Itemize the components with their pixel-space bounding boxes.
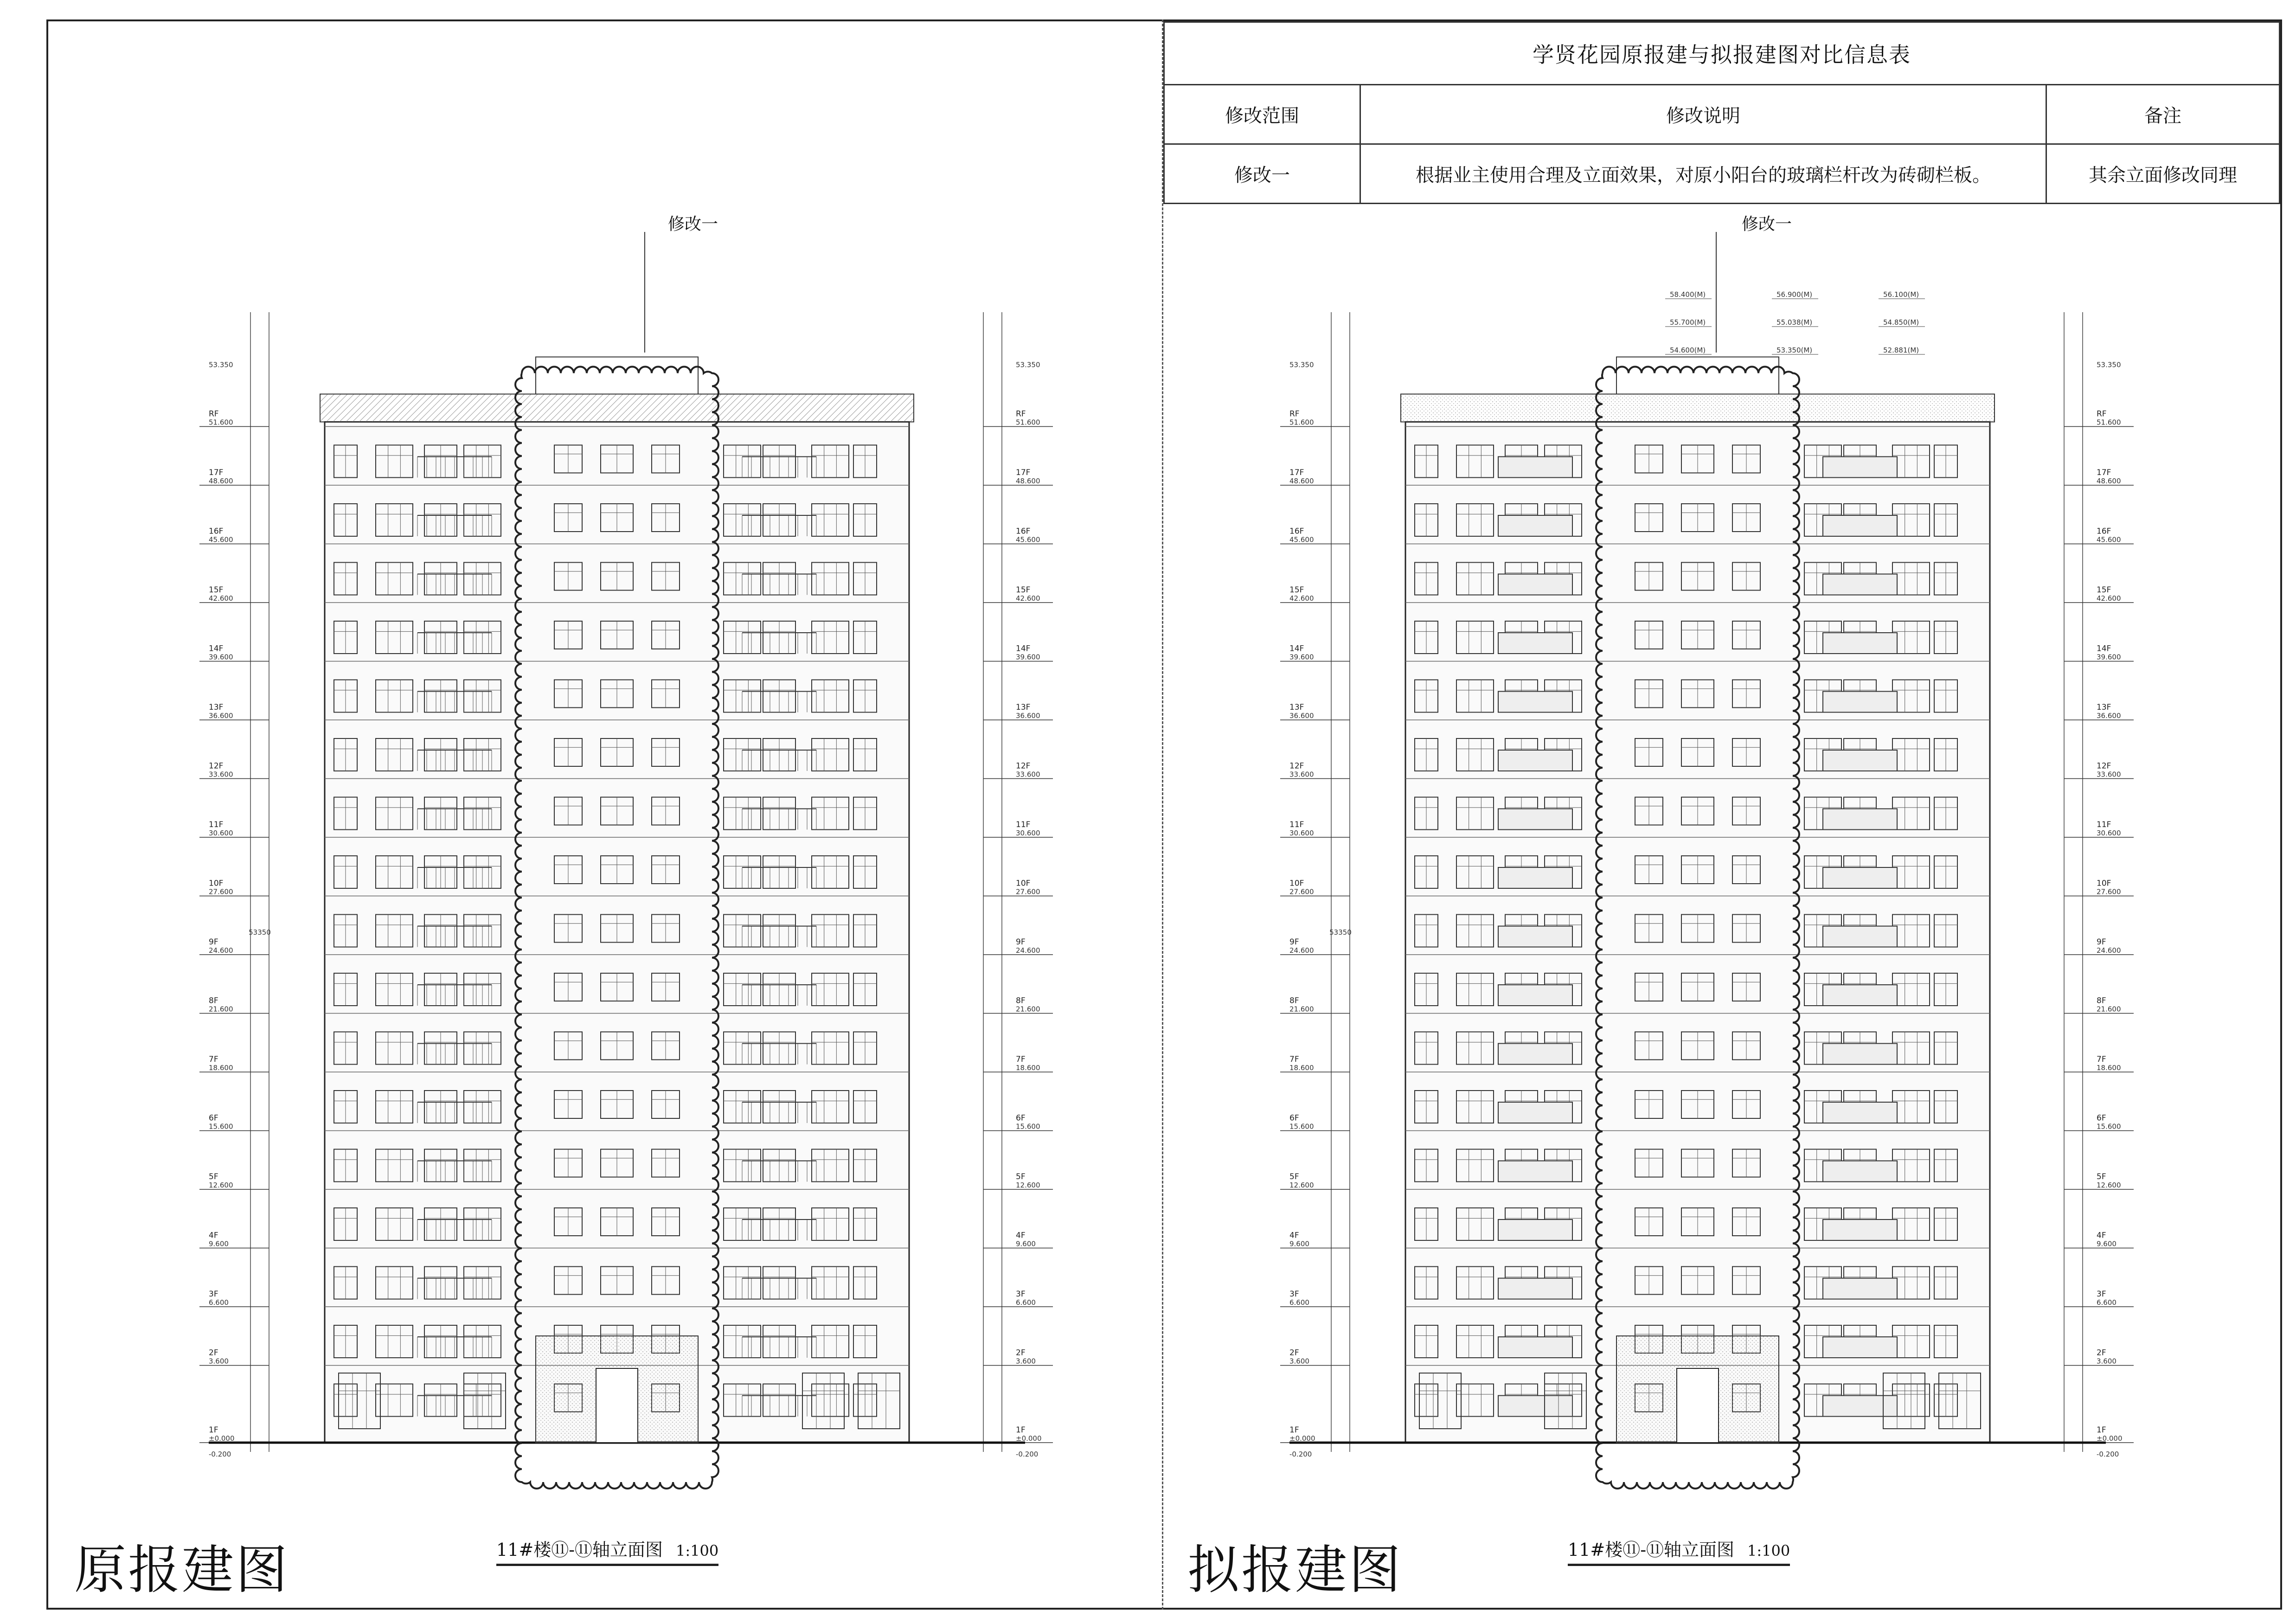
floor-level: 24.600 <box>209 946 233 955</box>
dim-total: 53350 <box>249 928 271 937</box>
floor-name: 7F <box>1016 1055 1026 1064</box>
brick-parapet <box>1498 1278 1572 1299</box>
floor-level: 21.600 <box>1289 1005 1314 1014</box>
floor-level: ±0.000 <box>1016 1434 1042 1443</box>
floor-level: ±0.000 <box>209 1434 235 1443</box>
floor-name: 5F <box>209 1172 218 1181</box>
floor-level: 18.600 <box>1016 1064 1040 1072</box>
roof-level-note: 56.900(M) <box>1777 290 1813 299</box>
floor-level: 39.600 <box>2097 653 2121 661</box>
brick-parapet <box>1498 985 1572 1006</box>
roof-level-note: 55.700(M) <box>1670 318 1706 327</box>
floor-name: 8F <box>1289 996 1299 1006</box>
brick-parapet <box>1823 750 1897 771</box>
floor-name: 13F <box>2097 703 2111 712</box>
floor-name: 8F <box>209 996 218 1006</box>
floor-name: 5F <box>2097 1172 2106 1181</box>
floor-level: 42.600 <box>2097 594 2121 603</box>
brick-parapet <box>1823 1337 1897 1358</box>
floor-name: 14F <box>2097 644 2111 654</box>
floor-level: 21.600 <box>2097 1005 2121 1014</box>
floor-level: 15.600 <box>1289 1122 1314 1131</box>
left-elevation <box>199 232 1053 1489</box>
floor-level: 48.600 <box>1289 477 1314 485</box>
floor-level: 51.600 <box>209 418 233 427</box>
floor-level: 3.600 <box>1289 1357 1309 1366</box>
floor-name: 9F <box>1289 937 1299 947</box>
right-caption-text: 11#楼⑪-⑪轴立面图 <box>1568 1540 1735 1560</box>
floor-level: 6.600 <box>209 1298 229 1307</box>
floor-level: 30.600 <box>209 829 233 837</box>
brick-parapet <box>1498 574 1572 595</box>
floor-level: 27.600 <box>1289 887 1314 896</box>
floor-name: 14F <box>1016 644 1031 654</box>
floor-name: 17F <box>1016 468 1031 477</box>
roof-core <box>1616 357 1779 394</box>
floor-level: 51.600 <box>1289 418 1314 427</box>
floor-name: 15F <box>209 585 224 595</box>
floor-level: 51.600 <box>2097 418 2121 427</box>
entrance-door <box>1677 1368 1719 1443</box>
roof-level: 53.350 <box>2097 360 2121 369</box>
floor-name: 10F <box>209 879 224 888</box>
floor-level: 39.600 <box>1016 653 1040 661</box>
floor-level: 36.600 <box>1289 712 1314 720</box>
floor-name: 1F <box>2097 1425 2106 1435</box>
brick-parapet <box>1498 1161 1572 1182</box>
brick-parapet <box>1498 1102 1572 1123</box>
floor-name: 16F <box>2097 526 2111 536</box>
brick-parapet <box>1498 1220 1572 1240</box>
roof-level: 53.350 <box>1289 360 1314 369</box>
floor-name: 10F <box>1016 879 1031 888</box>
floor-level: 21.600 <box>1016 1005 1040 1014</box>
floor-level: ±0.000 <box>1289 1434 1315 1443</box>
floor-name: 2F <box>209 1348 218 1358</box>
right-elevation <box>1280 232 2134 1489</box>
floor-name: 4F <box>1289 1231 1299 1240</box>
floor-level: 12.600 <box>1289 1181 1314 1189</box>
right-drawing-caption <box>1568 1535 1790 1566</box>
brick-parapet <box>1498 809 1572 830</box>
floor-level: 42.600 <box>1016 594 1040 603</box>
floor-level: 3.600 <box>1016 1357 1036 1366</box>
brick-parapet <box>1498 457 1572 478</box>
brick-parapet <box>1823 633 1897 654</box>
floor-level: 9.600 <box>2097 1239 2116 1248</box>
floor-name: 12F <box>209 761 224 771</box>
brick-parapet <box>1498 1396 1572 1417</box>
floor-level: 36.600 <box>2097 712 2121 720</box>
floor-name: 5F <box>1289 1172 1299 1181</box>
floor-level: 21.600 <box>209 1005 233 1014</box>
ground-level: -0.200 <box>209 1450 231 1458</box>
floor-name: 15F <box>1289 585 1304 595</box>
floor-level: 27.600 <box>209 887 233 896</box>
floor-level: 15.600 <box>2097 1122 2121 1131</box>
brick-parapet <box>1498 633 1572 654</box>
floor-name: 7F <box>209 1055 218 1064</box>
parapet <box>1401 394 1995 422</box>
floor-name: 6F <box>1289 1113 1299 1123</box>
right-caption-scale: 1:100 <box>1747 1542 1790 1560</box>
floor-name: 7F <box>2097 1055 2106 1064</box>
brick-parapet <box>1823 809 1897 830</box>
floor-level: 36.600 <box>1016 712 1040 720</box>
floor-name: 3F <box>1289 1290 1299 1299</box>
floor-name: 5F <box>1016 1172 1026 1181</box>
floor-level: 39.600 <box>1289 653 1314 661</box>
floor-level: 6.600 <box>1016 1298 1036 1307</box>
floor-name: 11F <box>1289 820 1304 829</box>
brick-parapet <box>1823 1102 1897 1123</box>
roof-level: 53.350 <box>209 360 233 369</box>
floor-name: 14F <box>209 644 224 654</box>
floor-level: 12.600 <box>1016 1181 1040 1189</box>
floor-level: 9.600 <box>209 1239 229 1248</box>
floor-name: 16F <box>1289 526 1304 536</box>
floor-level: 24.600 <box>2097 946 2121 955</box>
right-panel-label: 拟报建图 <box>1187 1540 1403 1600</box>
floor-name: 9F <box>209 937 218 947</box>
floor-level: 6.600 <box>2097 1298 2116 1307</box>
header-description: 修改说明 <box>1360 85 2046 144</box>
floor-name: 1F <box>1016 1425 1026 1435</box>
floor-name: 11F <box>209 820 224 829</box>
floor-level: 6.600 <box>1289 1298 1309 1307</box>
brick-parapet <box>1823 1044 1897 1065</box>
floor-name: 9F <box>1016 937 1026 947</box>
floor-name: 15F <box>1016 585 1031 595</box>
floor-level: 15.600 <box>1016 1122 1040 1131</box>
brick-parapet <box>1498 515 1572 536</box>
brick-parapet <box>1823 1161 1897 1182</box>
floor-name: 3F <box>2097 1290 2106 1299</box>
floor-name: 6F <box>1016 1113 1026 1123</box>
floor-name: 4F <box>2097 1231 2106 1240</box>
row-description: 根据业主使用合理及立面效果，对原小阳台的玻璃栏杆改为砖砌栏板。 <box>1360 144 2046 204</box>
brick-parapet <box>1823 985 1897 1006</box>
floor-level: 48.600 <box>2097 477 2121 485</box>
roof-level-note: 54.600(M) <box>1670 346 1706 354</box>
floor-name: 6F <box>209 1113 218 1123</box>
floor-level: 30.600 <box>2097 829 2121 837</box>
floor-level: 15.600 <box>209 1122 233 1131</box>
floor-level: 45.600 <box>1289 535 1314 544</box>
brick-parapet <box>1498 750 1572 771</box>
floor-level: 12.600 <box>209 1181 233 1189</box>
floor-name: 10F <box>1289 879 1304 888</box>
header-scope: 修改范围 <box>1164 85 1360 144</box>
floor-level: 24.600 <box>1016 946 1040 955</box>
floor-name: RF <box>209 409 219 419</box>
floor-name: RF <box>1016 409 1026 419</box>
floor-level: 3.600 <box>2097 1357 2116 1366</box>
floor-name: 14F <box>1289 644 1304 654</box>
floor-name: 4F <box>1016 1231 1026 1240</box>
brick-parapet <box>1823 1220 1897 1240</box>
floor-name: 4F <box>209 1231 218 1240</box>
right-callout-label: 修改一 <box>1742 215 1792 234</box>
floor-name: 1F <box>209 1425 218 1435</box>
left-caption-scale: 1:100 <box>676 1542 719 1560</box>
roof-level-note: 56.100(M) <box>1883 290 1919 299</box>
parapet <box>320 394 914 422</box>
floor-level: 45.600 <box>2097 535 2121 544</box>
roof-level-note: 54.850(M) <box>1883 318 1919 327</box>
floor-name: RF <box>1289 409 1300 419</box>
floor-level: 3.600 <box>209 1357 229 1366</box>
floor-name: 11F <box>2097 820 2111 829</box>
floor-level: 27.600 <box>2097 887 2121 896</box>
floor-level: 30.600 <box>1016 829 1040 837</box>
floor-level: 45.600 <box>1016 535 1040 544</box>
floor-name: 2F <box>1289 1348 1299 1358</box>
ground-level: -0.200 <box>1289 1450 1312 1458</box>
floor-level: 33.600 <box>2097 770 2121 779</box>
ground-level: -0.200 <box>2097 1450 2119 1458</box>
floor-name: 1F <box>1289 1425 1299 1435</box>
floor-level: 51.600 <box>1016 418 1040 427</box>
brick-parapet <box>1823 926 1897 947</box>
floor-level: 39.600 <box>209 653 233 661</box>
floor-name: 16F <box>209 526 224 536</box>
left-callout-label: 修改一 <box>668 215 718 234</box>
floor-name: 8F <box>2097 996 2106 1006</box>
header-remark: 备注 <box>2046 85 2280 144</box>
floor-name: 11F <box>1016 820 1031 829</box>
brick-parapet <box>1823 574 1897 595</box>
floor-name: 17F <box>2097 468 2111 477</box>
floor-level: 36.600 <box>209 712 233 720</box>
floor-level: 33.600 <box>1289 770 1314 779</box>
brick-parapet <box>1823 1396 1897 1417</box>
floor-level: 9.600 <box>1016 1239 1036 1248</box>
brick-parapet <box>1823 692 1897 713</box>
floor-name: 15F <box>2097 585 2111 595</box>
roof-level-note: 58.400(M) <box>1670 290 1706 299</box>
ground-level: -0.200 <box>1016 1450 1039 1458</box>
floor-name: 13F <box>1289 703 1304 712</box>
floor-name: 6F <box>2097 1113 2106 1123</box>
brick-parapet <box>1498 1044 1572 1065</box>
floor-level: 12.600 <box>2097 1181 2121 1189</box>
brick-parapet <box>1823 867 1897 888</box>
roof-level-note: 55.038(M) <box>1777 318 1813 327</box>
floor-name: 2F <box>2097 1348 2106 1358</box>
brick-parapet <box>1823 457 1897 478</box>
floor-name: 2F <box>1016 1348 1026 1358</box>
row-scope: 修改一 <box>1164 144 1360 204</box>
floor-name: 17F <box>209 468 224 477</box>
floor-name: 13F <box>209 703 224 712</box>
floor-name: RF <box>2097 409 2107 419</box>
brick-parapet <box>1498 926 1572 947</box>
floor-level: ±0.000 <box>2097 1434 2123 1443</box>
floor-name: 12F <box>1016 761 1031 771</box>
roof-level-note: 52.881(M) <box>1883 346 1919 354</box>
brick-parapet <box>1498 1337 1572 1358</box>
floor-level: 33.600 <box>1016 770 1040 779</box>
roof-level: 53.350 <box>1016 360 1040 369</box>
floor-level: 30.600 <box>1289 829 1314 837</box>
floor-name: 3F <box>1016 1290 1026 1299</box>
brick-parapet <box>1498 692 1572 713</box>
floor-level: 18.600 <box>1289 1064 1314 1072</box>
floor-level: 33.600 <box>209 770 233 779</box>
floor-name: 17F <box>1289 468 1304 477</box>
dim-total: 53350 <box>1329 928 1352 937</box>
floor-level: 24.600 <box>1289 946 1314 955</box>
floor-name: 16F <box>1016 526 1031 536</box>
floor-level: 27.600 <box>1016 887 1040 896</box>
floor-name: 12F <box>1289 761 1304 771</box>
table-title: 学贤花园原报建与拟报建图对比信息表 <box>1164 22 2280 85</box>
floor-level: 42.600 <box>1289 594 1314 603</box>
floor-name: 7F <box>1289 1055 1299 1064</box>
floor-level: 48.600 <box>1016 477 1040 485</box>
floor-name: 8F <box>1016 996 1026 1006</box>
floor-level: 18.600 <box>2097 1064 2121 1072</box>
floor-level: 42.600 <box>209 594 233 603</box>
entrance-door <box>596 1368 638 1443</box>
brick-parapet <box>1498 867 1572 888</box>
floor-name: 12F <box>2097 761 2111 771</box>
left-caption-text: 11#楼⑪-⑪轴立面图 <box>496 1540 663 1560</box>
floor-name: 3F <box>209 1290 218 1299</box>
floor-level: 9.600 <box>1289 1239 1309 1248</box>
floor-level: 45.600 <box>209 535 233 544</box>
roof-core <box>536 357 698 394</box>
left-drawing-caption <box>496 1535 718 1566</box>
floor-name: 13F <box>1016 703 1031 712</box>
brick-parapet <box>1823 515 1897 536</box>
roof-level-note: 53.350(M) <box>1777 346 1813 354</box>
left-panel-label: 原报建图 <box>74 1540 289 1600</box>
row-remark: 其余立面修改同理 <box>2046 144 2280 204</box>
floor-level: 18.600 <box>209 1064 233 1072</box>
brick-parapet <box>1823 1278 1897 1299</box>
floor-name: 9F <box>2097 937 2106 947</box>
floor-level: 48.600 <box>209 477 233 485</box>
floor-name: 10F <box>2097 879 2111 888</box>
